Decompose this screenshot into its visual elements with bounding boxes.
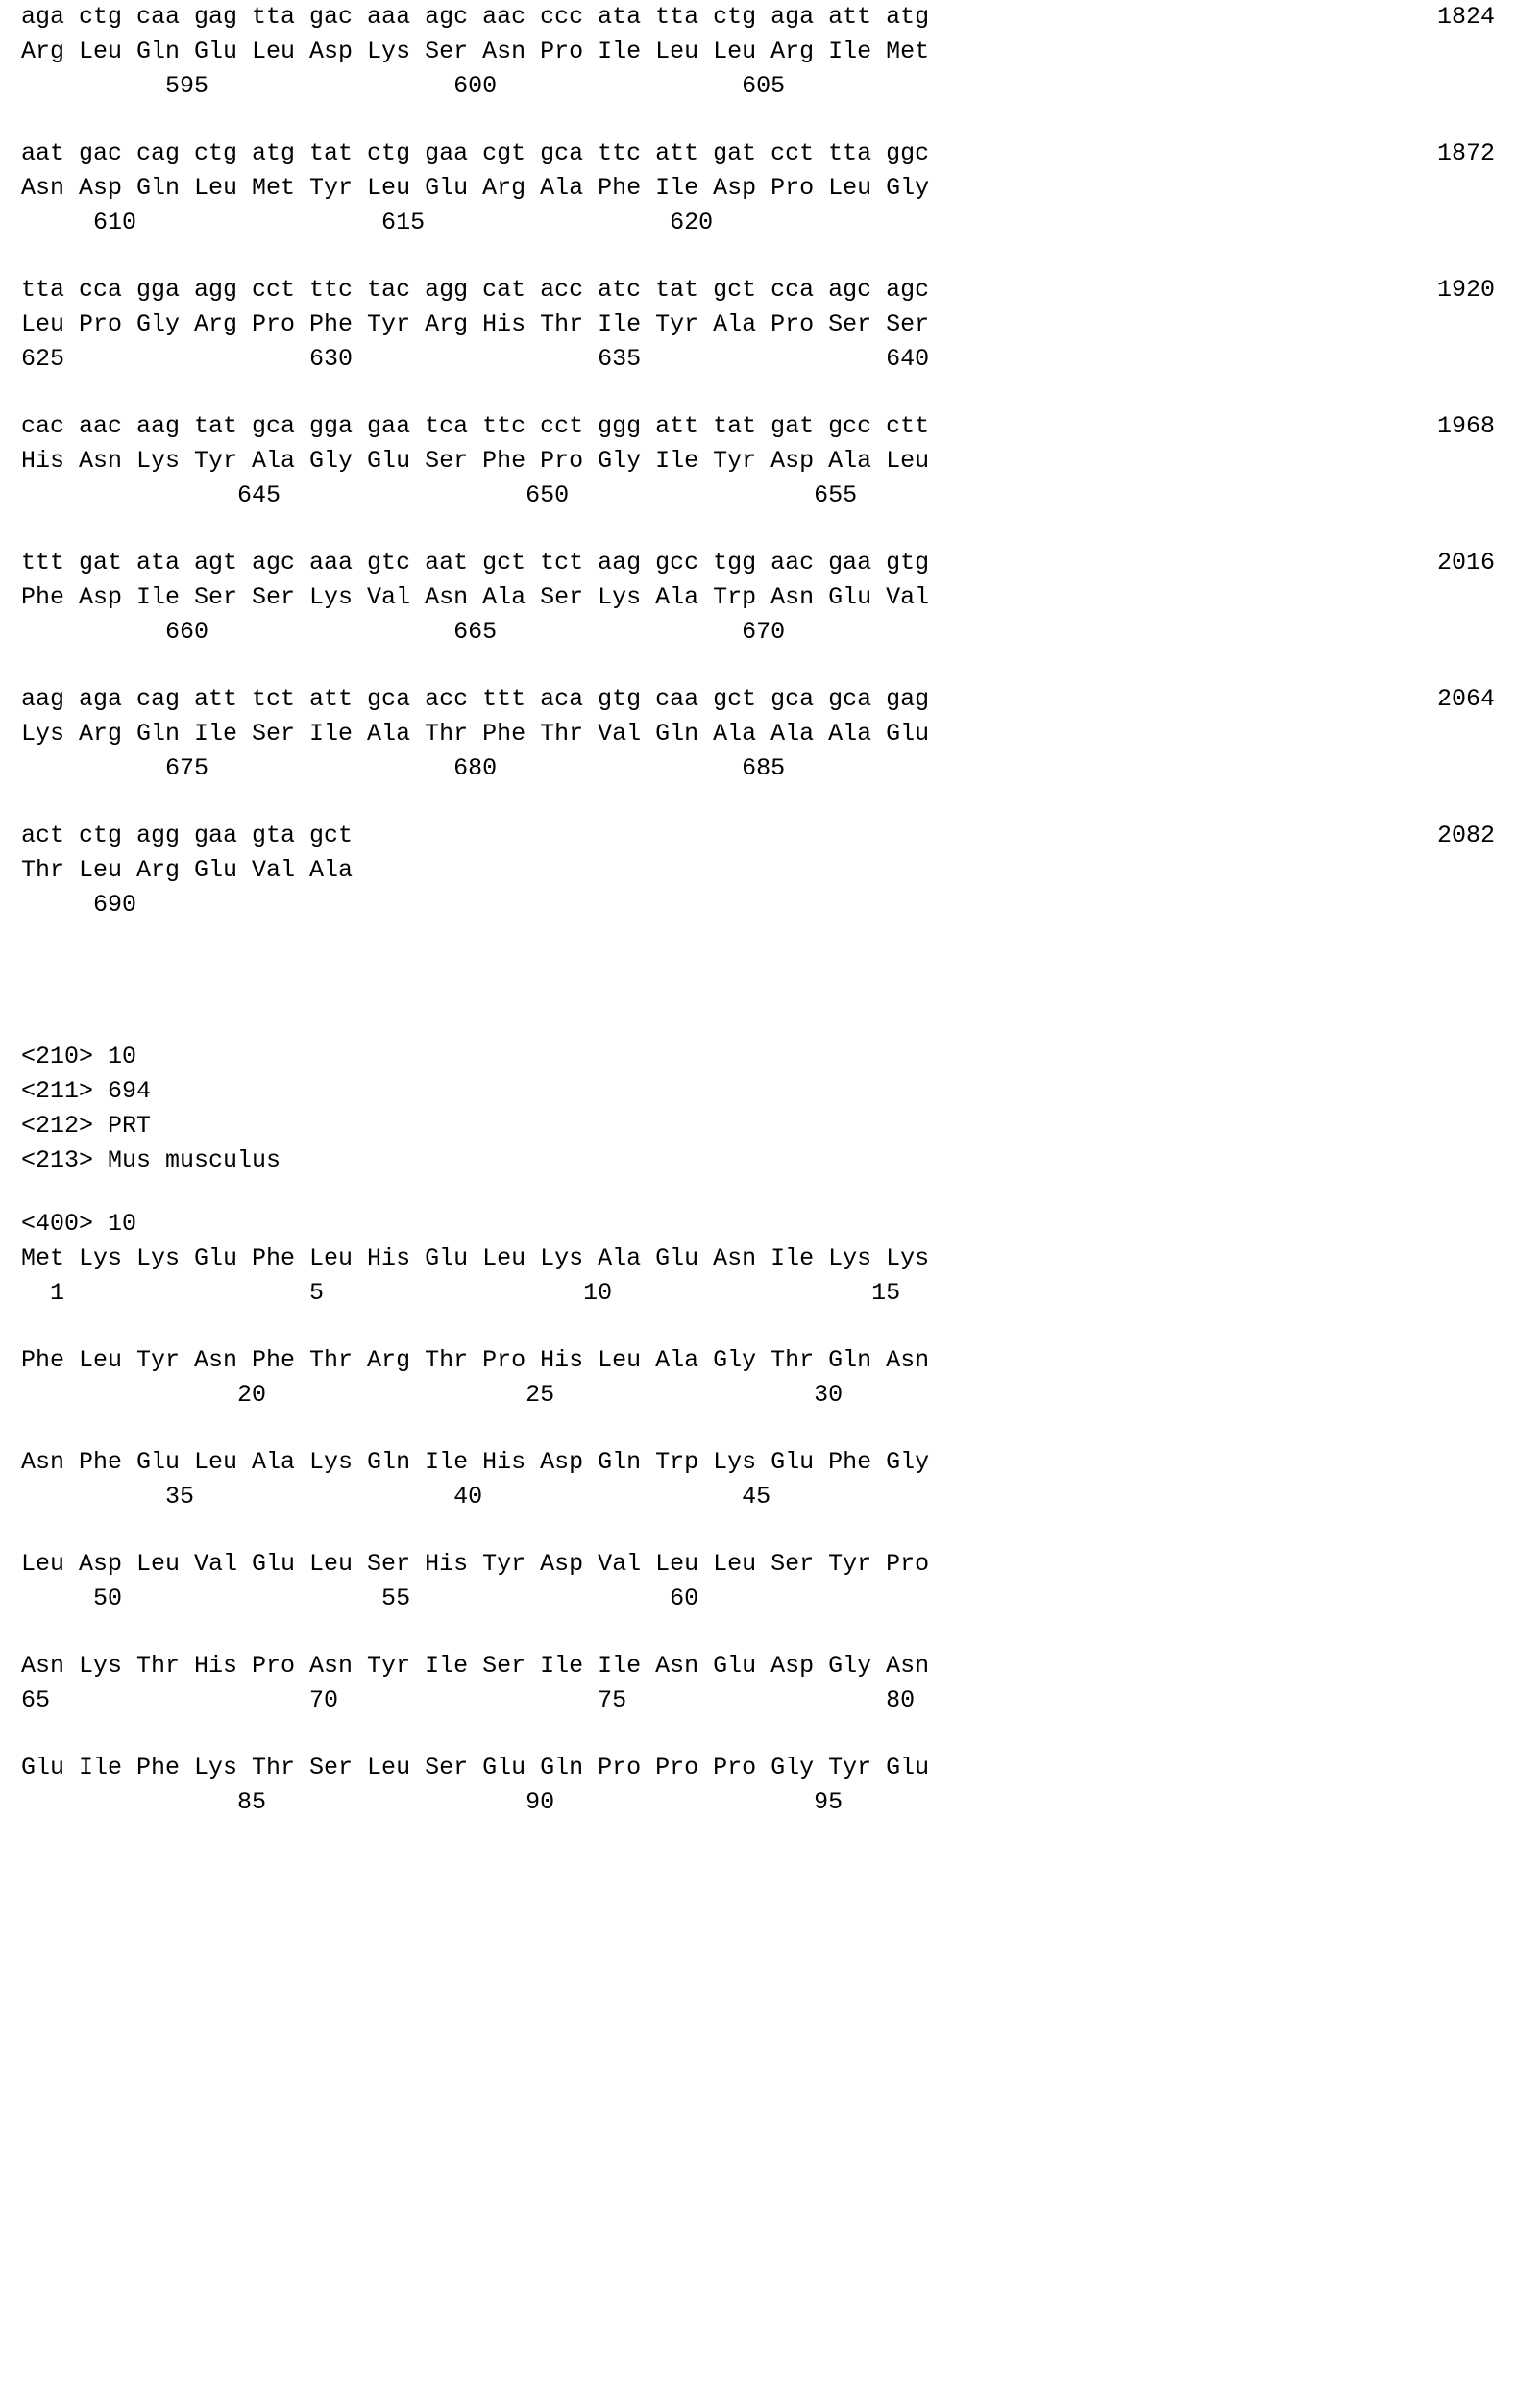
codon-line: cac aac aag tat gca gga gaa tca ttc cct ggg att tat gat gcc ctt [21, 412, 930, 440]
residue-number-line: 610 615 620 [21, 209, 714, 236]
codon-line: aga ctg caa gag tta gac aaa agc aac ccc ata tta ctg aga att atg [21, 3, 930, 31]
sequence-block [21, 819, 1495, 922]
codon-line: ttt gat ata agt agc aaa gtc aat gct tct aag gcc tgg aac gaa gtg [21, 549, 930, 577]
residue-number-line: 50 55 60 [21, 1585, 699, 1612]
amino-acid-line: Lys Arg Gln Ile Ser Ile Ala Thr Phe Thr Val Gln Ala Ala Ala Glu [21, 720, 930, 748]
residue-number-line: 20 25 30 [21, 1381, 844, 1409]
tag-210: <210> 10 [21, 1043, 137, 1070]
nucleotide-count: 2016 [1436, 549, 1495, 577]
amino-acid-line: Phe Leu Tyr Asn Phe Thr Arg Thr Pro His Leu Ala Gly Thr Gln Asn [21, 1346, 930, 1374]
tag-spacer [21, 1178, 1495, 1207]
nucleotide-count: 1968 [1436, 412, 1495, 440]
block-spacer [21, 955, 1495, 1040]
protein-block [21, 1547, 1495, 1616]
codon-line: act ctg agg gaa gta gct [21, 822, 354, 849]
protein-block [21, 1343, 1495, 1413]
residue-number-line: 645 650 655 [21, 481, 858, 509]
tag-211: <211> 694 [21, 1077, 152, 1105]
amino-acid-line: Leu Asp Leu Val Glu Leu Ser His Tyr Asp Val Leu Leu Ser Tyr Pro [21, 1550, 930, 1578]
codon-line: aat gac cag ctg atg tat ctg gaa cgt gca ttc att gat cct tta ggc [21, 139, 930, 167]
amino-acid-line: Leu Pro Gly Arg Pro Phe Tyr Arg His Thr Ile Tyr Ala Pro Ser Ser [21, 310, 930, 338]
amino-acid-line: His Asn Lys Tyr Ala Gly Glu Ser Phe Pro Gly Ile Tyr Asp Ala Leu [21, 447, 930, 475]
sequence-block [21, 682, 1495, 786]
residue-number-line: 595 600 605 [21, 72, 786, 100]
residue-number-line: 625 630 635 640 [21, 345, 930, 373]
sequence-block [21, 546, 1495, 650]
residue-number-line: 675 680 685 [21, 754, 786, 782]
amino-acid-line: Glu Ile Phe Lys Thr Ser Leu Ser Glu Gln Pro Pro Pro Gly Tyr Glu [21, 1754, 930, 1781]
residue-number-line: 85 90 95 [21, 1788, 844, 1816]
sequence-block [21, 273, 1495, 377]
protein-block [21, 1241, 1495, 1311]
amino-acid-line: Asn Phe Glu Leu Ala Lys Gln Ile His Asp Gln Trp Lys Glu Phe Gly [21, 1448, 930, 1476]
sequence-header-tags [21, 1040, 1495, 1178]
codon-line: tta cca gga agg cct ttc tac agg cat acc atc tat gct cca agc agc [21, 276, 930, 304]
residue-number-line: 35 40 45 [21, 1483, 771, 1511]
amino-acid-line: Thr Leu Arg Glu Val Ala [21, 856, 354, 884]
protein-block [21, 1649, 1495, 1718]
protein-block [21, 1751, 1495, 1820]
sequence-block [21, 409, 1495, 513]
amino-acid-line: Asn Lys Thr His Pro Asn Tyr Ile Ser Ile Ile Asn Glu Asp Gly Asn [21, 1652, 930, 1680]
nucleotide-count: 2082 [1436, 822, 1495, 849]
residue-number-line: 660 665 670 [21, 618, 786, 646]
nucleotide-count: 2064 [1436, 685, 1495, 713]
residue-number-line: 65 70 75 80 [21, 1686, 916, 1714]
sequence-block [21, 0, 1495, 104]
amino-acid-line: Met Lys Lys Glu Phe Leu His Glu Leu Lys Ala Glu Asn Ile Lys Lys [21, 1244, 930, 1272]
sequence-block [21, 136, 1495, 240]
nucleotide-count: 1872 [1436, 139, 1495, 167]
tag-213: <213> Mus musculus [21, 1146, 281, 1174]
residue-number-line: 1 5 10 15 [21, 1279, 901, 1307]
protein-block [21, 1445, 1495, 1514]
amino-acid-line: Arg Leu Gln Glu Leu Asp Lys Ser Asn Pro Ile Leu Leu Arg Ile Met [21, 37, 930, 65]
amino-acid-line: Phe Asp Ile Ser Ser Lys Val Asn Ala Ser Lys Ala Trp Asn Glu Val [21, 583, 930, 611]
nucleotide-count: 1824 [1436, 3, 1495, 31]
codon-line: aag aga cag att tct att gca acc ttt aca gtg caa gct gca gca gag [21, 685, 930, 713]
tag-400: <400> 10 [21, 1210, 137, 1238]
tag-212: <212> PRT [21, 1112, 152, 1140]
residue-number-line: 690 [21, 891, 137, 919]
nucleotide-count: 1920 [1436, 276, 1495, 304]
amino-acid-line: Asn Asp Gln Leu Met Tyr Leu Glu Arg Ala Phe Ile Asp Pro Leu Gly [21, 174, 930, 202]
sequence-listing-sheet [21, 0, 1495, 1853]
